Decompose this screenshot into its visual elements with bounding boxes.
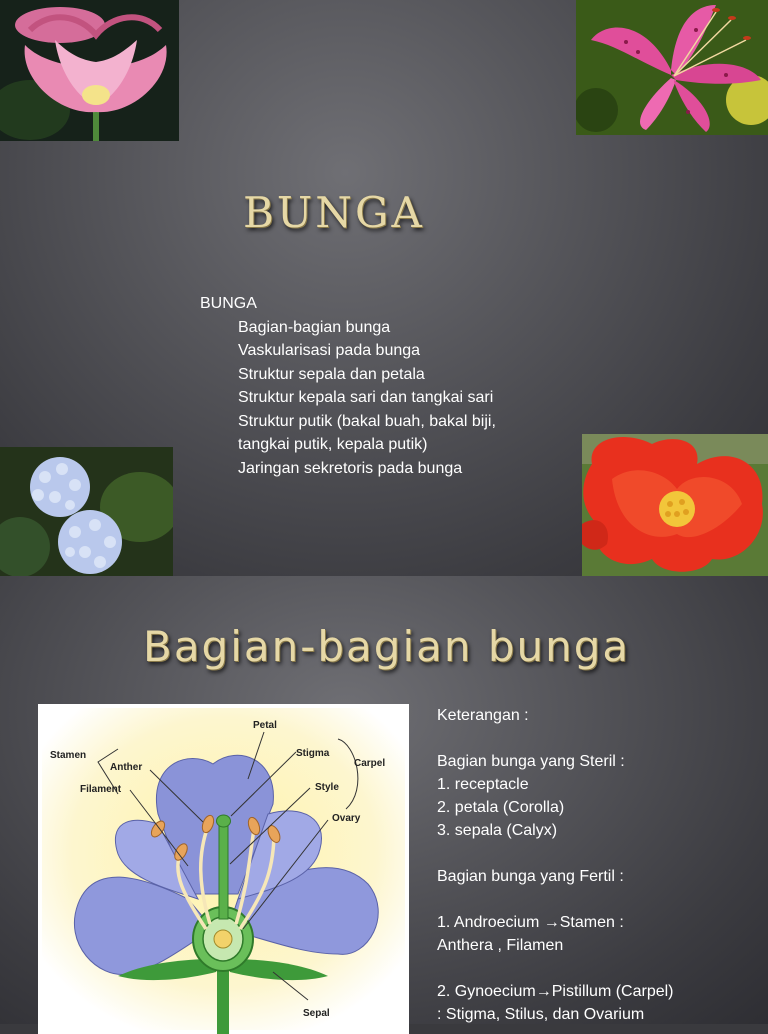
notes-line: 3. sepala (Calyx) <box>437 822 558 839</box>
tulip-photo <box>0 0 179 141</box>
list-heading: BUNGA <box>200 295 257 312</box>
notes-line: Bagian bunga yang Steril : <box>437 753 625 770</box>
notes-line <box>437 727 674 750</box>
list-item: Jaringan sekretoris pada bunga <box>238 459 463 477</box>
label-ovary: Ovary <box>332 813 361 824</box>
notes-text <box>437 704 674 1026</box>
label-style: Style <box>315 782 339 793</box>
slide-title: Bagian-bagian bunga <box>143 622 631 671</box>
list-item: Struktur putik (bakal buah, bakal biji, <box>238 412 496 430</box>
notes-line: Bagian bunga yang Fertil : <box>437 868 624 885</box>
label-petal: Petal <box>253 720 277 731</box>
topic-list <box>200 292 496 480</box>
notes-line: 2. Gynoecium→Pistillum (Carpel) <box>437 983 674 1000</box>
label-stamen: Stamen <box>50 750 87 761</box>
notes-line <box>437 888 674 911</box>
notes-line: : Stigma, Stilus, dan Ovarium <box>437 1006 645 1023</box>
list-item: Struktur sepala dan petala <box>238 365 425 383</box>
label-stigma: Stigma <box>296 748 330 759</box>
list-item: Struktur kepala sari dan tangkai sari <box>238 389 494 406</box>
list-item: Bagian-bagian bunga <box>238 318 391 336</box>
label-anther: Anther <box>110 762 143 773</box>
hydrangea-photo <box>0 447 173 576</box>
notes-line: 1. Androecium →Stamen : <box>437 914 624 931</box>
lily-photo <box>576 0 768 135</box>
notes-line <box>437 842 674 865</box>
flower-parts-diagram <box>38 704 409 1034</box>
list-item: Vaskularisasi pada bunga <box>238 342 421 359</box>
label-carpel: Carpel <box>354 758 386 769</box>
notes-line: Keterangan : <box>437 707 529 724</box>
notes-line: Anthera , Filamen <box>437 937 564 954</box>
notes-line <box>437 957 674 980</box>
slide-title: BUNGA <box>243 188 425 237</box>
list-item: tangkai putik, kepala putik) <box>238 436 428 453</box>
notes-line: 2. petala (Corolla) <box>437 799 565 816</box>
label-sepal: Sepal <box>303 1008 330 1019</box>
begonia-photo <box>582 434 768 576</box>
label-filament: Filament <box>80 784 122 795</box>
notes-line: 1. receptacle <box>437 776 529 793</box>
